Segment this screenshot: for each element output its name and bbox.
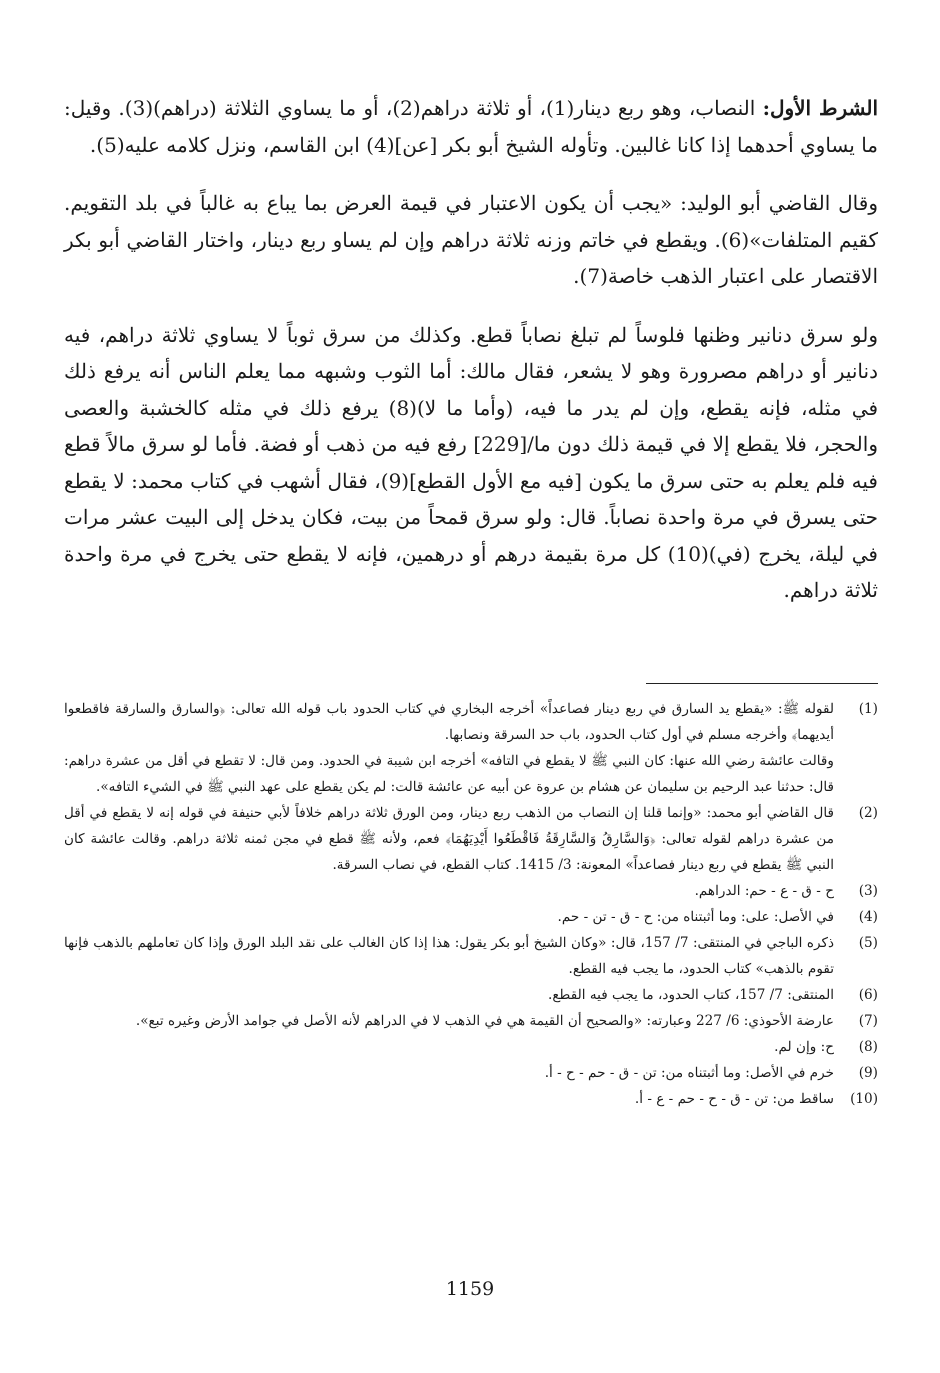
footnote (64, 982, 878, 1008)
footnote (64, 1034, 878, 1060)
footnote-number: (5) (858, 935, 878, 951)
footnote (64, 904, 878, 930)
footnote-number: (7) (858, 1013, 878, 1029)
paragraph-2: وقال القاضي أبو الوليد: «يجب أن يكون الاعتبار في قيمة العرض بما يباع به غالباً في بلد التقويم. كقيم المتلفات»(6). ويقطع في خاتم وزنه ثلاثة دراهم وإن لم يساو ربع دينار، واختار القاضي أبو بكر الاقتصار على اعتبار الذهب خاصة(7). (64, 191, 878, 288)
footnote-continuation: وقالت عائشة رضي الله عنها: كان النبي ﷺ لا يقطع في التافه» أخرجه ابن شيبة في الحدود. ومن قال: لا تقطع في أقل من عشرة دراهم: قال: حدثنا عبد الرحيم بن سليمان عن هشام بن عروة عن أبيه عن عائشة قالت: لم يكن يقطع على عهد النبي ﷺ في الشيء التافه». (64, 753, 834, 795)
footnote-text: عارضة الأحوذي: 6/ 227 وعبارته: «والصحيح أن القيمة هي في الذهب لا في الدراهم لأنه الأصل في جوامد الأرض وغيره تبع». (135, 1013, 834, 1029)
footnote-text: ساقط من: تن - ق - ح - حم - ع - أ. (634, 1091, 834, 1107)
footnote-number: (10) (850, 1091, 878, 1107)
footnote (64, 1008, 878, 1034)
paragraph-3: ولو سرق دنانير وظنها فلوساً لم تبلغ نصاباً قطع. وكذلك من سرق ثوباً لا يساوي ثلاثة دراهم، فيه دنانير أو دراهم مصرورة وهو لا يشعر، فقال مالك: أما الثوب وشبهه مما يعلم الناس أنه يرفع ذلك في مثله، فإنه يقطع، وإن لم يدر ما فيه، (وأما ما لا)(8) يرفع ذلك في مثله كالخشبة والعصى والحجر، فلا يقطع إلا في قيمة ذلك دون ما/[229] رفع فيه من ذهب أو فضة. فأما لو سرق مالاً قطع فيه فلم يعلم به حتى سرق ما يكون [فيه مع الأول القطع](9)، فقال أشهب في كتاب محمد: لا يقطع حتى يسرق في مرة واحدة نصاباً. قال: ولو سرق قمحاً من بيت، فكان يدخل إلى البيت عشر مرات في ليلة، يخرج (في)(10) كل مرة بقيمة درهم أو درهمين، فإنه لا يقطع حتى يخرج في مرة واحدة ثلاثة دراهم. (64, 322, 879, 602)
footnote (64, 878, 878, 904)
footnote-text: في الأصل: على: وما أثبتناه من: ح - ق - تن - حم. (557, 909, 834, 925)
footnote-separator (646, 683, 878, 684)
main-text (64, 90, 878, 609)
footnote (64, 800, 878, 878)
paragraph-1 (64, 90, 878, 163)
footnotes (64, 696, 878, 1112)
footnote-text: ذكره الباجي في المنتقى: 7/ 157، قال: «وكان الشيخ أبو بكر يقول: هذا إذا كان الغالب على نقد البلد الورق وإذا كان تعاملهم بالذهب فإنها تقوم بالذهب» كتاب الحدود، ما يجب فيه القطع. (64, 935, 834, 977)
footnote-number: (2) (858, 805, 878, 821)
footnote-text: ح: وإن لم. (774, 1039, 834, 1055)
paragraph-1-text: النصاب، وهو ربع دينار(1)، أو ثلاثة دراهم(2)، أو ما يساوي الثلاثة (دراهم)(3). وقيل: ما يساوي أحدهما إذا كانا غالبين. وتأوله الشيخ أبو بكر [عن](4) ابن القاسم، ونزل كلامه عليه(5). (64, 96, 878, 157)
footnote-number: (1) (858, 701, 878, 717)
footnote-text: لقوله ﷺ: «يقطع يد السارق في ربع دينار فصاعداً» أخرجه البخاري في كتاب الحدود باب قوله الله تعالى: ﴿والسارق والسارقة فاقطعوا أيديهما﴾ وأخرجه مسلم في أول كتاب الحدود، باب حد السرقة ونصابها. (64, 701, 834, 743)
footnote-number: (6) (858, 987, 878, 1003)
footnote (64, 930, 878, 982)
footnote-text: خرم في الأصل: وما أثبتناه من: تن - ق - حم - ح - أ. (544, 1065, 834, 1081)
footnote-number: (3) (858, 883, 878, 899)
footnote-text: المنتقى: 7/ 157، كتاب الحدود، ما يجب فيه القطع. (548, 987, 834, 1003)
footnote-text: قال القاضي أبو محمد: «وإنما قلنا إن النصاب من الذهب ربع دينار، ومن الورق ثلاثة دراهم خلافاً لأبي حنيفة في قوله إنه لا يقطع في أقل من عشرة دراهم لقوله تعالى: ﴿وَالسَّارِقُ وَالسَّارِقَةُ فَاقْطَعُوا أَيْدِيَهُمَا﴾ فعم، ولأنه ﷺ قطع في مجن ثمنه ثلاثة دراهم. وقالت عائشة كان النبي ﷺ يقطع في ربع دينار فصاعداً» المعونة: 3/ 1415. كتاب القطع، في نصاب السرقة. (64, 805, 834, 873)
footnote-text: ح - ق - ع - حم: الدراهم. (694, 883, 834, 899)
footnote (64, 696, 878, 748)
footnote (64, 1060, 878, 1086)
footnote-number: (4) (858, 909, 878, 925)
page-number: 1159 (445, 1278, 495, 1300)
condition-heading: الشرط الأول: (762, 96, 879, 120)
footnote (64, 1086, 878, 1112)
footnote-number: (9) (858, 1065, 878, 1081)
footnote-number: (8) (858, 1039, 878, 1055)
